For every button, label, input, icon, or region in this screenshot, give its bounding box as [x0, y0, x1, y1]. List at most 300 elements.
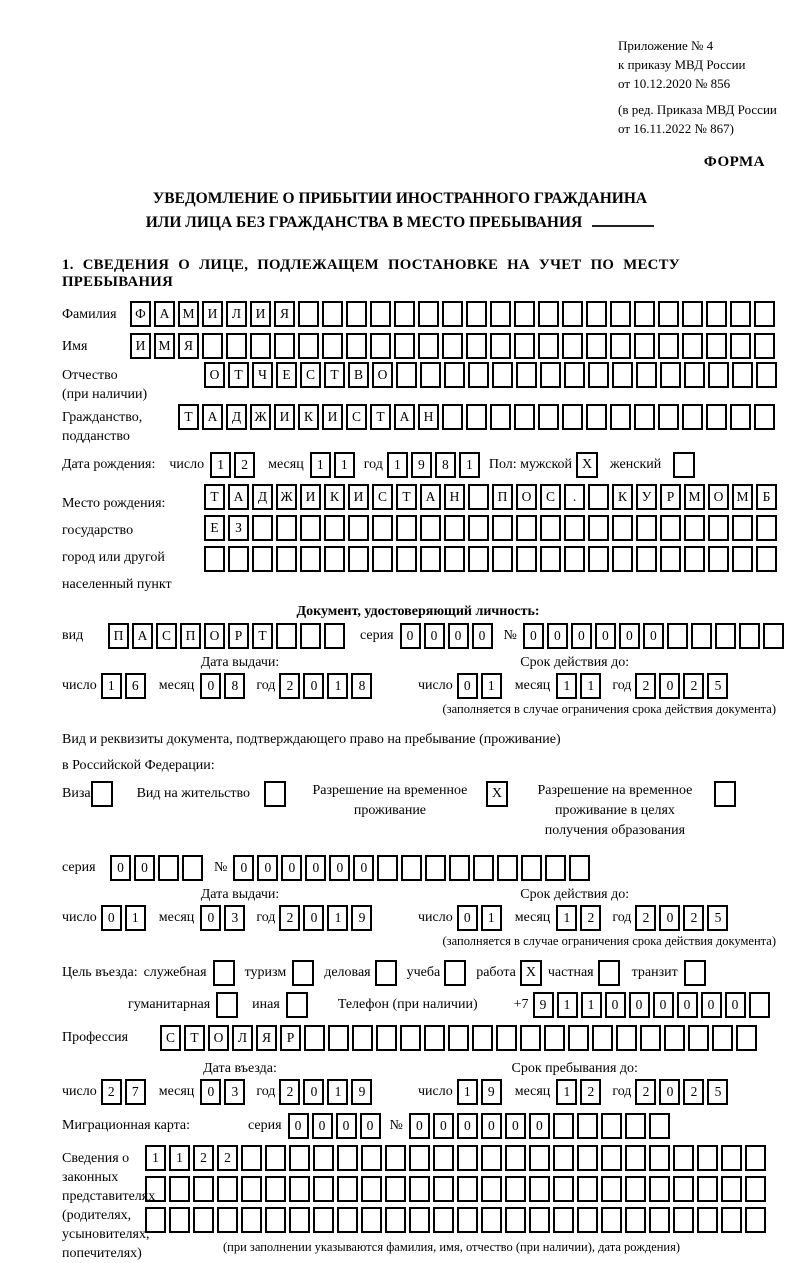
char-cell: 2: [193, 1145, 214, 1171]
char-cell: [625, 1113, 646, 1139]
char-cell: [636, 515, 657, 541]
residence-doc-intro2: в Российской Федерации:: [62, 758, 215, 773]
char-cell: [715, 623, 736, 649]
identity-doc-row: [62, 623, 800, 649]
char-cell: [442, 333, 463, 359]
char-cell: [706, 333, 727, 359]
purpose-tourism-checkbox: [292, 960, 314, 986]
char-cell: 1: [125, 905, 146, 931]
char-cell: Р: [660, 484, 681, 510]
char-cell: [396, 546, 417, 572]
char-cell: [577, 1176, 598, 1202]
doc-series-cells: [400, 623, 496, 649]
char-cell: [588, 515, 609, 541]
char-cell: [658, 333, 679, 359]
char-cell: И: [274, 404, 295, 430]
char-cell: [492, 515, 513, 541]
char-cell: [490, 301, 511, 327]
char-cell: А: [132, 623, 153, 649]
char-cell: 0: [305, 855, 326, 881]
char-cell: [401, 855, 422, 881]
char-cell: 0: [312, 1113, 333, 1139]
char-cell: [466, 404, 487, 430]
identity-doc-dates: [62, 655, 800, 699]
char-cell: К: [298, 404, 319, 430]
char-cell: 2: [279, 673, 300, 699]
char-cell: [682, 404, 703, 430]
char-cell: [612, 515, 633, 541]
char-cell: Т: [324, 362, 345, 388]
char-cell: [634, 301, 655, 327]
birthplace-cells-block: [204, 484, 780, 577]
char-cell: [732, 515, 753, 541]
char-cell: [756, 515, 777, 541]
char-cell: [313, 1207, 334, 1233]
char-cell: [492, 546, 513, 572]
char-cell: [250, 333, 271, 359]
day-label: число: [418, 910, 453, 925]
char-cell: [754, 333, 775, 359]
char-cell: И: [322, 404, 343, 430]
char-cell: 0: [701, 992, 722, 1018]
char-cell: [634, 333, 655, 359]
char-cell: [361, 1145, 382, 1171]
char-cell: [376, 1025, 397, 1051]
day-label: число: [62, 910, 97, 925]
char-cell: И: [300, 484, 321, 510]
month-label: месяц: [514, 678, 551, 693]
char-cell: Ж: [276, 484, 297, 510]
char-cell: Я: [274, 301, 295, 327]
char-cell: 0: [605, 992, 626, 1018]
char-cell: 9: [351, 905, 372, 931]
char-cell: [545, 855, 566, 881]
male-checkbox: X: [576, 452, 598, 478]
issue-day-cells: [101, 905, 149, 931]
residence-doc-dates: [62, 887, 800, 931]
char-cell: [739, 623, 760, 649]
representatives-cells-row1: [145, 1145, 769, 1171]
stay-year-cells: [635, 1079, 731, 1105]
char-cell: [553, 1176, 574, 1202]
char-cell: [481, 1207, 502, 1233]
char-cell: [697, 1145, 718, 1171]
surname-row: [62, 301, 800, 327]
char-cell: [586, 301, 607, 327]
char-cell: [708, 362, 729, 388]
char-cell: [649, 1113, 670, 1139]
purpose-label: Цель въезда:: [62, 965, 138, 980]
purpose-business-label: деловая: [324, 965, 371, 980]
char-cell: [241, 1207, 262, 1233]
char-cell: 0: [101, 905, 122, 931]
char-cell: 1: [457, 1079, 478, 1105]
char-cell: Т: [370, 404, 391, 430]
migration-series-cells: [288, 1113, 384, 1139]
firstname-cells: [130, 333, 778, 359]
char-cell: [544, 1025, 565, 1051]
char-cell: О: [708, 484, 729, 510]
char-cell: [660, 362, 681, 388]
citizenship-cells: [178, 404, 778, 430]
year-label: год: [612, 910, 632, 925]
char-cell: [682, 333, 703, 359]
valid-date-header: Срок действия до:: [520, 655, 630, 670]
month-label: месяц: [514, 1084, 551, 1099]
char-cell: [466, 301, 487, 327]
representatives-cells-row2: [145, 1176, 769, 1202]
char-cell: [252, 515, 273, 541]
char-cell: 0: [725, 992, 746, 1018]
char-cell: Т: [178, 404, 199, 430]
char-cell: 1: [169, 1145, 190, 1171]
char-cell: [649, 1207, 670, 1233]
char-cell: 0: [257, 855, 278, 881]
valid-date-col: [418, 887, 731, 931]
char-cell: [394, 301, 415, 327]
char-cell: [634, 404, 655, 430]
residence-doc-intro1: Вид и реквизиты документа, подтверждающего право на пребывание (проживание): [62, 732, 561, 747]
char-cell: [409, 1176, 430, 1202]
phone-label: Телефон (при наличии): [337, 997, 478, 1012]
issue-date-col: [62, 655, 418, 699]
char-cell: [468, 484, 489, 510]
char-cell: [433, 1207, 454, 1233]
profession-label: Профессия: [62, 1030, 129, 1045]
char-cell: [564, 546, 585, 572]
char-cell: 0: [643, 623, 664, 649]
char-cell: С: [346, 404, 367, 430]
char-cell: [529, 1176, 550, 1202]
char-cell: 0: [659, 673, 680, 699]
char-cell: 2: [580, 1079, 601, 1105]
char-cell: 1: [580, 673, 601, 699]
char-cell: [324, 515, 345, 541]
birth-year-cells: [387, 452, 483, 478]
valid-year-cells: [635, 673, 731, 699]
day-label: число: [62, 1084, 97, 1099]
purpose-business-checkbox: [375, 960, 397, 986]
char-cell: Я: [178, 333, 199, 359]
char-cell: [636, 546, 657, 572]
char-cell: 0: [409, 1113, 430, 1139]
char-cell: 0: [457, 673, 478, 699]
char-cell: [324, 546, 345, 572]
char-cell: [481, 1176, 502, 1202]
birthplace-row: [62, 484, 800, 598]
char-cell: 7: [125, 1079, 146, 1105]
char-cell: [490, 333, 511, 359]
char-cell: 2: [635, 673, 656, 699]
char-cell: И: [250, 301, 271, 327]
char-cell: Н: [444, 484, 465, 510]
char-cell: 1: [327, 673, 348, 699]
char-cell: [324, 623, 345, 649]
char-cell: 2: [683, 905, 704, 931]
surname-label: Фамилия: [62, 307, 117, 322]
char-cell: 0: [303, 1079, 324, 1105]
char-cell: [400, 1025, 421, 1051]
char-cell: [562, 333, 583, 359]
surname-cells: [130, 301, 778, 327]
char-cell: [304, 1025, 325, 1051]
char-cell: 1: [481, 673, 502, 699]
char-cell: 2: [635, 905, 656, 931]
purpose-other-checkbox: [286, 992, 308, 1018]
char-cell: [745, 1207, 766, 1233]
char-cell: [577, 1113, 598, 1139]
entry-date-fields: [62, 1079, 418, 1105]
char-cell: 0: [472, 623, 493, 649]
char-cell: 0: [424, 623, 445, 649]
purpose-other-label: иная: [252, 997, 280, 1012]
issue-month-cells: [200, 905, 248, 931]
annex-reference: [618, 36, 800, 138]
issue-date-header: Дата выдачи:: [200, 887, 280, 902]
identity-doc-header: Документ, удостоверяющий личность:: [296, 604, 540, 619]
char-cell: [553, 1113, 574, 1139]
char-cell: [610, 333, 631, 359]
char-cell: [252, 546, 273, 572]
char-cell: Ч: [252, 362, 273, 388]
day-label: число: [169, 457, 205, 472]
char-cell: Ф: [130, 301, 151, 327]
char-cell: 1: [210, 452, 231, 478]
char-cell: [289, 1176, 310, 1202]
entry-date-col: [62, 1061, 418, 1105]
char-cell: [636, 362, 657, 388]
char-cell: 8: [435, 452, 456, 478]
char-cell: Т: [184, 1025, 205, 1051]
char-cell: [712, 1025, 733, 1051]
issue-date-header: Дата выдачи:: [200, 655, 280, 670]
char-cell: [497, 855, 518, 881]
char-cell: [448, 1025, 469, 1051]
residence-permit-checkbox: [264, 781, 286, 807]
char-cell: 1: [459, 452, 480, 478]
char-cell: 1: [481, 905, 502, 931]
issue-day-cells: [101, 673, 149, 699]
purpose-transit-label: транзит: [631, 965, 678, 980]
char-cell: [370, 301, 391, 327]
valid-month-cells: [556, 673, 604, 699]
year-label: год: [256, 910, 276, 925]
month-label: месяц: [514, 910, 551, 925]
entry-date-header: Дата въезда:: [203, 1061, 277, 1076]
purpose-official-label: служебная: [143, 965, 207, 980]
residence-doc-serial-row: [62, 855, 800, 881]
char-cell: [577, 1207, 598, 1233]
issue-date-col: [62, 887, 418, 931]
char-cell: [610, 301, 631, 327]
purpose-private-checkbox: [598, 960, 620, 986]
day-label: число: [418, 678, 453, 693]
purpose-row2: [62, 992, 800, 1018]
char-cell: 0: [336, 1113, 357, 1139]
char-cell: [514, 404, 535, 430]
char-cell: [276, 515, 297, 541]
char-cell: 1: [387, 452, 408, 478]
year-label: год: [256, 678, 276, 693]
valid-date-header: Срок действия до:: [520, 887, 630, 902]
patronymic-row: [62, 362, 800, 404]
char-cell: 6: [125, 673, 146, 699]
char-cell: И: [348, 484, 369, 510]
profession-row: [62, 1025, 800, 1051]
char-cell: [601, 1176, 622, 1202]
char-cell: М: [178, 301, 199, 327]
char-cell: [708, 515, 729, 541]
char-cell: [481, 1145, 502, 1171]
char-cell: П: [180, 623, 201, 649]
char-cell: [298, 301, 319, 327]
char-cell: [228, 546, 249, 572]
char-cell: 9: [411, 452, 432, 478]
char-cell: [372, 515, 393, 541]
char-cell: [442, 404, 463, 430]
char-cell: О: [204, 362, 225, 388]
char-cell: [372, 546, 393, 572]
char-cell: [540, 515, 561, 541]
char-cell: 2: [635, 1079, 656, 1105]
char-cell: [169, 1176, 190, 1202]
char-cell: 0: [353, 855, 374, 881]
char-cell: [564, 515, 585, 541]
valid-year-cells: [635, 905, 731, 931]
char-cell: А: [420, 484, 441, 510]
char-cell: 1: [145, 1145, 166, 1171]
char-cell: 5: [707, 905, 728, 931]
char-cell: [226, 333, 247, 359]
valid-month-cells: [556, 905, 604, 931]
representatives-label: Сведения о законных представителях (родителях, усыновителях, попечителях): [62, 1151, 156, 1261]
char-cell: [385, 1207, 406, 1233]
char-cell: 1: [327, 905, 348, 931]
char-cell: [385, 1176, 406, 1202]
char-cell: 0: [529, 1113, 550, 1139]
char-cell: [420, 362, 441, 388]
char-cell: [697, 1176, 718, 1202]
char-cell: Т: [204, 484, 225, 510]
char-cell: [521, 855, 542, 881]
char-cell: [377, 855, 398, 881]
char-cell: [763, 623, 784, 649]
char-cell: 1: [327, 1079, 348, 1105]
birthplace-cells-row3: [204, 546, 780, 572]
forma-label: ФОРМА: [703, 154, 765, 170]
char-cell: [706, 301, 727, 327]
char-cell: [732, 546, 753, 572]
char-cell: О: [204, 623, 225, 649]
char-cell: .: [564, 484, 585, 510]
char-cell: [564, 362, 585, 388]
stay-date-header: Срок пребывания до:: [511, 1061, 638, 1076]
char-cell: 0: [505, 1113, 526, 1139]
char-cell: 1: [101, 673, 122, 699]
residence-series-cells: [110, 855, 206, 881]
char-cell: М: [684, 484, 705, 510]
char-cell: [673, 1176, 694, 1202]
char-cell: П: [108, 623, 129, 649]
char-cell: [658, 404, 679, 430]
char-cell: [394, 333, 415, 359]
char-cell: [313, 1145, 334, 1171]
char-cell: [337, 1207, 358, 1233]
valid-date-fields: [418, 905, 731, 931]
char-cell: 0: [547, 623, 568, 649]
char-cell: [276, 546, 297, 572]
char-cell: 3: [224, 905, 245, 931]
amendment-line: (в ред. Приказа МВД России: [618, 102, 777, 117]
char-cell: [322, 333, 343, 359]
char-cell: [586, 404, 607, 430]
char-cell: [588, 484, 609, 510]
validity-note: (заполняется в случае ограничения срока действия документа): [442, 934, 776, 948]
char-cell: О: [516, 484, 537, 510]
char-cell: 0: [329, 855, 350, 881]
char-cell: [300, 546, 321, 572]
year-label: год: [612, 678, 632, 693]
char-cell: [265, 1207, 286, 1233]
char-cell: И: [130, 333, 151, 359]
char-cell: [424, 1025, 445, 1051]
char-cell: А: [154, 301, 175, 327]
char-cell: [457, 1145, 478, 1171]
char-cell: [385, 1145, 406, 1171]
char-cell: 0: [457, 1113, 478, 1139]
char-cell: [721, 1176, 742, 1202]
char-cell: [169, 1207, 190, 1233]
purpose-tourism-label: туризм: [244, 965, 287, 980]
char-cell: 1: [556, 673, 577, 699]
char-cell: 2: [101, 1079, 122, 1105]
char-cell: 0: [659, 905, 680, 931]
char-cell: [505, 1145, 526, 1171]
char-cell: [577, 1145, 598, 1171]
char-cell: [276, 623, 297, 649]
char-cell: [274, 333, 295, 359]
char-cell: [348, 515, 369, 541]
char-cell: Е: [204, 515, 225, 541]
char-cell: Д: [226, 404, 247, 430]
char-cell: [586, 333, 607, 359]
char-cell: [472, 1025, 493, 1051]
char-cell: [649, 1176, 670, 1202]
stay-date-col: [418, 1061, 731, 1105]
char-cell: 0: [233, 855, 254, 881]
char-cell: 0: [629, 992, 650, 1018]
char-cell: 2: [683, 1079, 704, 1105]
char-cell: [625, 1145, 646, 1171]
char-cell: [569, 855, 590, 881]
char-cell: [322, 301, 343, 327]
entry-stay-dates: [62, 1061, 800, 1105]
char-cell: [612, 362, 633, 388]
valid-day-cells: [457, 673, 505, 699]
patronymic-cells: [204, 362, 780, 388]
visa-checkbox: [91, 781, 113, 807]
char-cell: 5: [707, 673, 728, 699]
char-cell: [466, 333, 487, 359]
char-cell: [182, 855, 203, 881]
char-cell: Л: [226, 301, 247, 327]
char-cell: А: [228, 484, 249, 510]
char-cell: [409, 1207, 430, 1233]
day-label: число: [418, 1084, 453, 1099]
char-cell: [673, 1207, 694, 1233]
char-cell: [289, 1145, 310, 1171]
representatives-row: [62, 1145, 800, 1263]
